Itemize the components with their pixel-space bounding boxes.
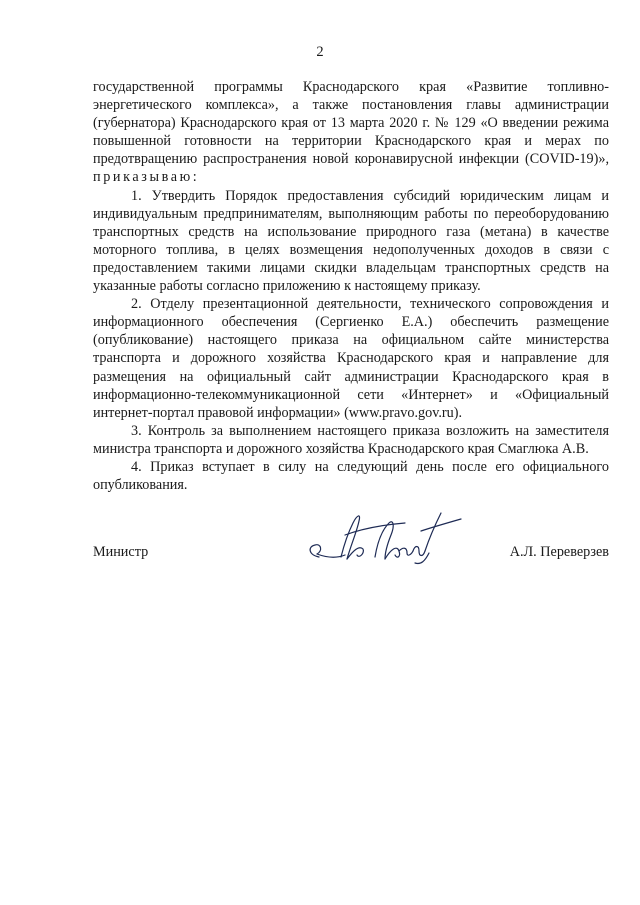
paragraph-item-4: 4. Приказ вступает в силу на следующий день после его официального опубликования. bbox=[93, 458, 609, 494]
paragraph-item-3: 3. Контроль за выполнением настоящего приказа возложить на заместителя министра транспорта и дорожного хозяйства Краснодарского края Смаглюка А.В. bbox=[93, 422, 609, 457]
preamble-text: государственной программы Краснодарского края «Развитие топливно-энергетического комплекса», а также постановления главы администрации (губернатора) Краснодарского края от 13 марта 2020 г. № 129 «О введении режима повышенной готовности на территории Краснодарского края и мерах по предотвращению распространения новой коронавирусной инфекции (COVID-19)», bbox=[93, 79, 609, 168]
signatory-name: А.Л. Переверзев bbox=[509, 544, 609, 560]
paragraph-item-2: 2. Отделу презентационной деятельности, технического сопровождения и информационного обеспечения (Сергиенко Е.А.) обеспечить размещение (опубликование) настоящего приказа на официальном сайте министерства транспорта и дорожного хозяйства Краснодарского края и направление для размещения на официальный сайт администрации Краснодарского края в информационно-телекоммуникационной сети «Интернет» и «Официальный интернет-портал правовой информации» (www.pravo.gov.ru). bbox=[93, 296, 609, 421]
signature-block bbox=[93, 505, 609, 585]
paragraph-preamble bbox=[93, 78, 609, 187]
signatory-title: Министр bbox=[93, 544, 149, 560]
handwritten-signature bbox=[301, 505, 471, 577]
paragraph-item-1: 1. Утвердить Порядок предоставления субсидий юридическим лицам и индивидуальным предпринимателям, выполняющим работы по переоборудованию транспортных средств на использование природного газа (метана) в качестве моторного топлива, в целях возмещения недополученных доходов в связи с предоставлением такими лицами скидки владельцам транспортных средств на указанные работы согласно приложению к настоящему приказу. bbox=[93, 187, 609, 295]
page-number: 2 bbox=[316, 44, 324, 60]
order-word: приказываю: bbox=[93, 169, 200, 186]
document-body bbox=[93, 78, 609, 494]
